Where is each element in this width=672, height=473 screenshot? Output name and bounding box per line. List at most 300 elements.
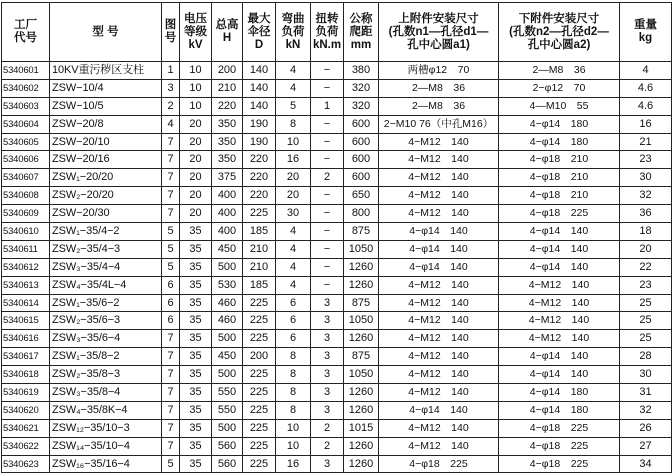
cell-code: 5340601 <box>2 62 50 80</box>
cell-weight: 28 <box>620 348 672 366</box>
cell-model: ZSW−20/30 <box>50 205 162 223</box>
cell-voltage: 20 <box>180 151 212 169</box>
cell-drawing: 7 <box>162 419 180 437</box>
cell-torsion-load: − <box>311 258 344 276</box>
cell-voltage: 35 <box>180 348 212 366</box>
table-row <box>2 437 672 455</box>
cell-bend-load: 4 <box>276 276 311 294</box>
header-shed-dia <box>243 3 276 62</box>
cell-lower-fitting: 4−φ14 140 <box>499 366 620 384</box>
cell-code: 5340604 <box>2 115 50 133</box>
cell-height: 210 <box>212 79 243 97</box>
cell-torsion-load: 3 <box>311 455 344 473</box>
cell-lower-fitting: 4—M10 55 <box>499 97 620 115</box>
table-row <box>2 401 672 419</box>
cell-voltage: 35 <box>180 330 212 348</box>
cell-voltage: 20 <box>180 133 212 151</box>
table-row <box>2 348 672 366</box>
cell-torsion-load: 2 <box>311 419 344 437</box>
cell-model: ZSW−10/4 <box>50 79 162 97</box>
table-row <box>2 258 672 276</box>
cell-model: ZSW₂−35/6−3 <box>50 312 162 330</box>
cell-model: ZSW₁−35/6−2 <box>50 294 162 312</box>
cell-code: 5340621 <box>2 419 50 437</box>
table-row <box>2 115 672 133</box>
cell-lower-fitting: 4−M12 140 <box>499 312 620 330</box>
cell-shed-dia: 225 <box>243 419 276 437</box>
cell-drawing: 4 <box>162 115 180 133</box>
cell-bend-load: 8 <box>276 115 311 133</box>
cell-creepage: 1260 <box>344 258 379 276</box>
cell-upper-fitting: 2—M8 36 <box>379 97 499 115</box>
cell-lower-fitting: 4−φ18 225 <box>499 419 620 437</box>
cell-creepage: 600 <box>344 151 379 169</box>
table-row <box>2 223 672 241</box>
cell-upper-fitting: 4−φ14 140 <box>379 223 499 241</box>
header-line: 代号 <box>14 32 37 44</box>
cell-weight: 23 <box>620 276 672 294</box>
cell-upper-fitting: 4−φ14 140 <box>379 258 499 276</box>
cell-upper-fitting: 4−M12 140 <box>379 437 499 455</box>
cell-model: ZSW₁₄−35/10−4 <box>50 437 162 455</box>
cell-creepage: 600 <box>344 169 379 187</box>
cell-lower-fitting: 4−φ14 180 <box>499 401 620 419</box>
cell-lower-fitting: 4−φ14 140 <box>499 258 620 276</box>
table-row <box>2 240 672 258</box>
cell-model: ZSW₃−35/4−4 <box>50 258 162 276</box>
cell-torsion-load: 1 <box>311 97 344 115</box>
cell-shed-dia: 220 <box>243 187 276 205</box>
cell-upper-fitting: 2—M8 36 <box>379 79 499 97</box>
cell-drawing: 5 <box>162 223 180 241</box>
cell-drawing: 7 <box>162 330 180 348</box>
cell-lower-fitting: 4−φ18 210 <box>499 187 620 205</box>
cell-shed-dia: 225 <box>243 312 276 330</box>
cell-shed-dia: 225 <box>243 455 276 473</box>
cell-torsion-load: − <box>311 79 344 97</box>
cell-height: 350 <box>212 151 243 169</box>
cell-weight: 18 <box>620 223 672 241</box>
cell-bend-load: 20 <box>276 187 311 205</box>
cell-weight: 20 <box>620 240 672 258</box>
cell-creepage: 1260 <box>344 330 379 348</box>
header-line: 下附件安装尺寸 <box>518 12 600 25</box>
cell-weight: 4.6 <box>620 97 672 115</box>
table-body <box>2 62 672 473</box>
cell-code: 5340607 <box>2 169 50 187</box>
cell-shed-dia: 220 <box>243 151 276 169</box>
header-line: 爬距 <box>349 25 373 38</box>
cell-bend-load: 6 <box>276 294 311 312</box>
cell-upper-fitting: 2−M10 76（中孔M16） <box>379 115 499 133</box>
cell-code: 5340609 <box>2 205 50 223</box>
header-line: H <box>222 32 232 44</box>
cell-lower-fitting: 2—M8 36 <box>499 62 620 80</box>
cell-lower-fitting: 4−φ14 180 <box>499 115 620 133</box>
cell-lower-fitting: 4−M12 140 <box>499 294 620 312</box>
cell-upper-fitting: 4−M12 140 <box>379 294 499 312</box>
cell-model: 10KV重污秽区支柱 <box>50 62 162 80</box>
cell-lower-fitting: 4−φ14 140 <box>499 348 620 366</box>
table-row <box>2 366 672 384</box>
cell-voltage: 35 <box>180 384 212 402</box>
cell-height: 220 <box>212 97 243 115</box>
cell-bend-load: 20 <box>276 169 311 187</box>
table-row <box>2 62 672 80</box>
cell-torsion-load: − <box>311 223 344 241</box>
cell-height: 500 <box>212 419 243 437</box>
cell-shed-dia: 190 <box>243 115 276 133</box>
header-line: (孔数n1—孔径d1— <box>388 25 489 38</box>
cell-drawing: 7 <box>162 384 180 402</box>
cell-lower-fitting: 4−φ18 225 <box>499 437 620 455</box>
cell-shed-dia: 140 <box>243 62 276 80</box>
cell-shed-dia: 225 <box>243 294 276 312</box>
cell-height: 460 <box>212 294 243 312</box>
header-line: 图 <box>164 19 177 31</box>
cell-model: ZSW₂−20/20 <box>50 187 162 205</box>
cell-height: 500 <box>212 258 243 276</box>
cell-weight: 4.6 <box>620 79 672 97</box>
cell-upper-fitting: 4−M12 140 <box>379 276 499 294</box>
cell-height: 400 <box>212 205 243 223</box>
header-code <box>2 3 50 62</box>
cell-code: 5340619 <box>2 384 50 402</box>
cell-upper-fitting: 4−M12 140 <box>379 366 499 384</box>
cell-lower-fitting: 4−φ14 180 <box>499 384 620 402</box>
cell-code: 5340606 <box>2 151 50 169</box>
cell-lower-fitting: 4−M12 140 <box>499 330 620 348</box>
cell-lower-fitting: 4−φ18 225 <box>499 455 620 473</box>
cell-weight: 25 <box>620 294 672 312</box>
header-line: 最大 <box>247 12 271 25</box>
cell-torsion-load: − <box>311 187 344 205</box>
cell-voltage: 35 <box>180 312 212 330</box>
cell-lower-fitting: 4−φ14 140 <box>499 223 620 241</box>
cell-model: ZSW₄−35/8K−4 <box>50 401 162 419</box>
cell-bend-load: 6 <box>276 312 311 330</box>
cell-drawing: 6 <box>162 294 180 312</box>
cell-drawing: 7 <box>162 366 180 384</box>
cell-torsion-load: 3 <box>311 330 344 348</box>
cell-code: 5340616 <box>2 330 50 348</box>
cell-height: 400 <box>212 223 243 241</box>
cell-upper-fitting: 4−φ14 140 <box>379 240 499 258</box>
cell-shed-dia: 210 <box>243 258 276 276</box>
cell-lower-fitting: 4−φ18 210 <box>499 169 620 187</box>
cell-shed-dia: 140 <box>243 97 276 115</box>
cell-model: ZSW−20/16 <box>50 151 162 169</box>
cell-upper-fitting: 4−M12 140 <box>379 330 499 348</box>
header-upper-fitting <box>379 3 499 62</box>
cell-weight: 23 <box>620 151 672 169</box>
cell-torsion-load: − <box>311 205 344 223</box>
cell-height: 560 <box>212 437 243 455</box>
cell-weight: 4 <box>620 62 672 80</box>
cell-upper-fitting: 4−M12 140 <box>379 169 499 187</box>
cell-drawing: 7 <box>162 205 180 223</box>
cell-voltage: 35 <box>180 240 212 258</box>
cell-model: ZSW₄−35/4L−4 <box>50 276 162 294</box>
cell-weight: 31 <box>620 384 672 402</box>
header-line: D <box>254 38 264 51</box>
cell-torsion-load: − <box>311 133 344 151</box>
cell-shed-dia: 220 <box>243 169 276 187</box>
header-line: kV <box>188 38 203 51</box>
cell-voltage: 35 <box>180 401 212 419</box>
cell-bend-load: 5 <box>276 97 311 115</box>
cell-height: 530 <box>212 276 243 294</box>
table-row <box>2 330 672 348</box>
cell-drawing: 7 <box>162 169 180 187</box>
cell-creepage: 320 <box>344 79 379 97</box>
cell-height: 200 <box>212 62 243 80</box>
cell-code: 5340603 <box>2 97 50 115</box>
cell-bend-load: 10 <box>276 437 311 455</box>
cell-drawing: 1 <box>162 62 180 80</box>
cell-upper-fitting: 4−M12 140 <box>379 312 499 330</box>
cell-lower-fitting: 4−φ14 140 <box>499 240 620 258</box>
header-line: mm <box>350 38 372 51</box>
cell-shed-dia: 210 <box>243 240 276 258</box>
header-line: 重量 <box>634 19 657 31</box>
cell-code: 5340605 <box>2 133 50 151</box>
cell-shed-dia: 225 <box>243 437 276 455</box>
cell-drawing: 5 <box>162 258 180 276</box>
cell-creepage: 1260 <box>344 401 379 419</box>
table-row <box>2 312 672 330</box>
table-row <box>2 205 672 223</box>
header-model <box>50 3 162 62</box>
cell-upper-fitting: 两槽φ12 70 <box>379 62 499 80</box>
header-line: 电压 <box>184 12 207 25</box>
insulator-spec-table <box>1 2 672 473</box>
header-line: kN.m <box>312 38 342 51</box>
cell-voltage: 20 <box>180 187 212 205</box>
cell-bend-load: 8 <box>276 401 311 419</box>
cell-voltage: 35 <box>180 455 212 473</box>
cell-creepage: 600 <box>344 133 379 151</box>
cell-voltage: 35 <box>180 223 212 241</box>
cell-drawing: 7 <box>162 187 180 205</box>
cell-shed-dia: 140 <box>243 79 276 97</box>
cell-bend-load: 8 <box>276 348 311 366</box>
cell-code: 5340620 <box>2 401 50 419</box>
cell-torsion-load: 3 <box>311 348 344 366</box>
header-drawing <box>162 3 180 62</box>
header-line: (孔数n2—孔径d2— <box>509 25 609 38</box>
cell-lower-fitting: 4−φ14 180 <box>499 133 620 151</box>
cell-voltage: 10 <box>180 97 212 115</box>
cell-voltage: 20 <box>180 169 212 187</box>
cell-weight: 32 <box>620 401 672 419</box>
cell-weight: 30 <box>620 366 672 384</box>
cell-code: 5340618 <box>2 366 50 384</box>
cell-torsion-load: − <box>311 115 344 133</box>
header-line: 负荷 <box>281 25 305 38</box>
table-row <box>2 79 672 97</box>
cell-bend-load: 6 <box>276 330 311 348</box>
header-line: 号 <box>164 32 177 44</box>
cell-voltage: 35 <box>180 419 212 437</box>
cell-shed-dia: 225 <box>243 384 276 402</box>
header-line: 公称 <box>349 12 373 25</box>
cell-torsion-load: − <box>311 62 344 80</box>
cell-code: 5340613 <box>2 276 50 294</box>
header-line: 伞径 <box>247 25 271 38</box>
cell-weight: 21 <box>620 133 672 151</box>
header-line: 孔中心圆a2) <box>527 38 591 51</box>
header-line: 负荷 <box>315 25 339 38</box>
cell-shed-dia: 225 <box>243 205 276 223</box>
cell-upper-fitting: 4−M12 140 <box>379 133 499 151</box>
header-weight <box>620 3 672 62</box>
cell-creepage: 380 <box>344 62 379 80</box>
cell-drawing: 5 <box>162 455 180 473</box>
cell-weight: 34 <box>620 455 672 473</box>
cell-drawing: 7 <box>162 348 180 366</box>
cell-shed-dia: 225 <box>243 401 276 419</box>
cell-voltage: 20 <box>180 205 212 223</box>
cell-upper-fitting: 4−M12 140 <box>379 384 499 402</box>
cell-drawing: 7 <box>162 401 180 419</box>
cell-creepage: 600 <box>344 115 379 133</box>
table-row <box>2 455 672 473</box>
cell-torsion-load: 3 <box>311 401 344 419</box>
cell-height: 560 <box>212 455 243 473</box>
cell-creepage: 1260 <box>344 384 379 402</box>
cell-code: 5340611 <box>2 240 50 258</box>
cell-bend-load: 30 <box>276 205 311 223</box>
table-row <box>2 384 672 402</box>
cell-code: 5340617 <box>2 348 50 366</box>
cell-bend-load: 4 <box>276 258 311 276</box>
cell-bend-load: 16 <box>276 151 311 169</box>
cell-bend-load: 10 <box>276 419 311 437</box>
header-line: 弯曲 <box>281 12 305 25</box>
cell-code: 5340602 <box>2 79 50 97</box>
cell-torsion-load: 2 <box>311 437 344 455</box>
cell-weight: 32 <box>620 187 672 205</box>
cell-height: 400 <box>212 187 243 205</box>
cell-model: ZSW₂−35/4−3 <box>50 240 162 258</box>
cell-drawing: 3 <box>162 79 180 97</box>
cell-torsion-load: − <box>311 276 344 294</box>
cell-weight: 25 <box>620 330 672 348</box>
cell-height: 550 <box>212 384 243 402</box>
cell-model: ZSW₃−35/8−4 <box>50 384 162 402</box>
header-line: kg <box>638 32 653 44</box>
cell-voltage: 35 <box>180 437 212 455</box>
cell-upper-fitting: 4−M12 140 <box>379 187 499 205</box>
cell-torsion-load: 2 <box>311 169 344 187</box>
cell-model: ZSW₁₂−35/10−3 <box>50 419 162 437</box>
cell-upper-fitting: 4−φ18 225 <box>379 455 499 473</box>
cell-bend-load: 8 <box>276 384 311 402</box>
cell-lower-fitting: 4−φ18 210 <box>499 151 620 169</box>
cell-creepage: 1050 <box>344 366 379 384</box>
cell-weight: 26 <box>620 419 672 437</box>
cell-creepage: 875 <box>344 294 379 312</box>
cell-bend-load: 10 <box>276 133 311 151</box>
cell-code: 5340612 <box>2 258 50 276</box>
header-lower-fitting <box>499 3 620 62</box>
cell-bend-load: 4 <box>276 79 311 97</box>
cell-drawing: 7 <box>162 133 180 151</box>
table-row <box>2 133 672 151</box>
table-row <box>2 97 672 115</box>
cell-upper-fitting: 4−φ14 140 <box>379 401 499 419</box>
cell-creepage: 1260 <box>344 437 379 455</box>
cell-code: 5340622 <box>2 437 50 455</box>
cell-creepage: 800 <box>344 205 379 223</box>
cell-model: ZSW₁−20/20 <box>50 169 162 187</box>
cell-upper-fitting: 4−M12 140 <box>379 205 499 223</box>
cell-height: 375 <box>212 169 243 187</box>
cell-drawing: 7 <box>162 151 180 169</box>
cell-weight: 30 <box>620 169 672 187</box>
header-line: 型 号 <box>92 25 119 38</box>
cell-bend-load: 8 <box>276 366 311 384</box>
cell-voltage: 20 <box>180 115 212 133</box>
cell-lower-fitting: 2−φ12 70 <box>499 79 620 97</box>
cell-voltage: 35 <box>180 258 212 276</box>
cell-lower-fitting: 4−φ18 225 <box>499 205 620 223</box>
header-line: 工厂 <box>14 19 37 31</box>
cell-bend-load: 16 <box>276 455 311 473</box>
cell-creepage: 875 <box>344 348 379 366</box>
header-line: kN <box>285 38 301 51</box>
cell-creepage: 1050 <box>344 312 379 330</box>
table-row <box>2 276 672 294</box>
header-bend-load <box>276 3 311 62</box>
cell-upper-fitting: 4−M12 140 <box>379 419 499 437</box>
cell-bend-load: 4 <box>276 62 311 80</box>
cell-height: 450 <box>212 240 243 258</box>
cell-code: 5340610 <box>2 223 50 241</box>
cell-bend-load: 4 <box>276 240 311 258</box>
cell-weight: 25 <box>620 312 672 330</box>
cell-drawing: 2 <box>162 97 180 115</box>
cell-voltage: 35 <box>180 294 212 312</box>
cell-voltage: 10 <box>180 62 212 80</box>
cell-bend-load: 4 <box>276 223 311 241</box>
cell-height: 500 <box>212 330 243 348</box>
cell-torsion-load: − <box>311 240 344 258</box>
cell-height: 500 <box>212 366 243 384</box>
cell-creepage: 1260 <box>344 455 379 473</box>
cell-height: 350 <box>212 133 243 151</box>
header-line: 扭转 <box>315 12 339 25</box>
cell-weight: 27 <box>620 437 672 455</box>
cell-upper-fitting: 4−M12 140 <box>379 151 499 169</box>
cell-shed-dia: 190 <box>243 133 276 151</box>
cell-height: 350 <box>212 115 243 133</box>
cell-model: ZSW₁₆−35/16−4 <box>50 455 162 473</box>
cell-torsion-load: 3 <box>311 312 344 330</box>
cell-creepage: 1260 <box>344 276 379 294</box>
cell-height: 550 <box>212 401 243 419</box>
header-line: 总高 <box>215 19 239 31</box>
cell-weight: 16 <box>620 115 672 133</box>
cell-shed-dia: 225 <box>243 330 276 348</box>
cell-creepage: 650 <box>344 187 379 205</box>
cell-shed-dia: 185 <box>243 276 276 294</box>
cell-model: ZSW−20/10 <box>50 133 162 151</box>
cell-torsion-load: − <box>311 151 344 169</box>
header-row <box>2 3 672 62</box>
header-line: 上附件安装尺寸 <box>398 12 479 25</box>
